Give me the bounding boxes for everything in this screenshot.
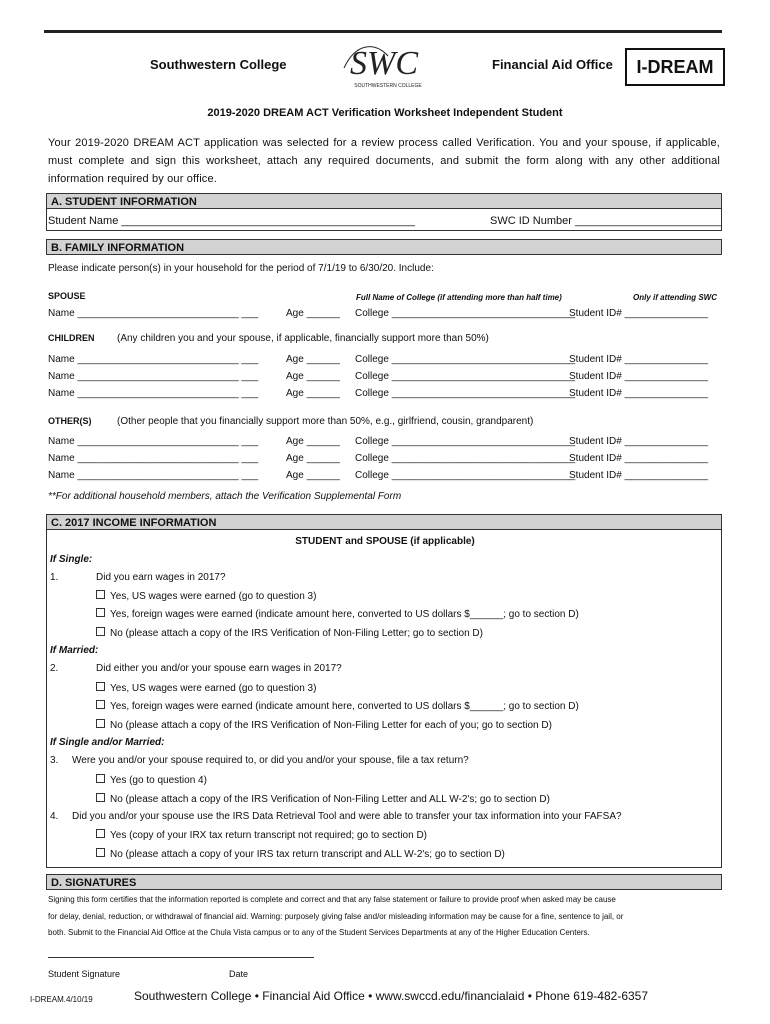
form-code: I-DREAM bbox=[636, 56, 714, 77]
q4-option-label: Yes (copy of your IRX tax return transcript not required; go to section D) bbox=[110, 830, 428, 841]
children-note: (Any children you and your spouse, if applicable, financially support more than 50%) bbox=[117, 333, 489, 344]
q3-option[interactable] bbox=[96, 793, 550, 805]
q1-text: Did you earn wages in 2017? bbox=[96, 572, 226, 583]
logo-letters: SWC bbox=[350, 45, 418, 82]
other-student-id-field[interactable]: Student ID# _______________ bbox=[569, 453, 709, 464]
q2-option-label: Yes, foreign wages were earned (indicate amount here, converted to US dollars $______; go to section D) bbox=[110, 701, 579, 712]
checkbox[interactable] bbox=[96, 774, 105, 783]
child-college-field[interactable]: College _________________________________ bbox=[355, 354, 576, 365]
other-name-field[interactable]: Name _____________________________ ___ bbox=[48, 436, 259, 447]
other-college-field[interactable]: College _________________________________ bbox=[355, 436, 576, 447]
spouse-age-field[interactable]: Age ______ bbox=[286, 308, 340, 319]
form-code-box bbox=[625, 48, 725, 86]
if-married-label: If Married: bbox=[50, 645, 99, 656]
q2-option-label: No (please attach a copy of the IRS Verification of Non-Filing Letter for each of you; go to section D) bbox=[110, 720, 552, 731]
certification-text-line: for delay, denial, reduction, or withdrawal of financial aid. Warning: purposely giving false and/or misleading information may be cause for a fine, sentence to jail, or bbox=[48, 912, 624, 921]
other-age-field[interactable]: Age ______ bbox=[286, 436, 340, 447]
intro-paragraph: Your 2019-2020 DREAM ACT application was selected for a review process called Verification. You and your spouse, if applicable, must complete and sign this worksheet, attach any required documents, and submit the form along with any other additional information required by our office. bbox=[48, 137, 720, 185]
checkbox[interactable] bbox=[96, 700, 105, 709]
income-subheading: STUDENT and SPOUSE (if applicable) bbox=[295, 536, 475, 547]
q4-number: 4. bbox=[50, 811, 59, 822]
family-instruction: Please indicate person(s) in your household for the period of 7/1/19 to 6/30/20. Include: bbox=[48, 263, 434, 274]
checkbox[interactable] bbox=[96, 627, 105, 636]
q2-text: Did either you and/or your spouse earn wages in 2017? bbox=[96, 663, 342, 674]
date-label: Date bbox=[229, 969, 249, 979]
q3-text: Were you and/or your spouse required to, or did you and/or your spouse, file a tax return? bbox=[72, 755, 469, 766]
section-a-header: A. STUDENT INFORMATION bbox=[46, 193, 722, 209]
checkbox[interactable] bbox=[96, 719, 105, 728]
checkbox[interactable] bbox=[96, 829, 105, 838]
college-name: Southwestern College bbox=[150, 57, 287, 72]
child-student-id-field[interactable]: Student ID# _______________ bbox=[569, 354, 709, 365]
certification-text-line: Signing this form certifies that the information reported is complete and correct and that any false statement or failure to provide proof when asked may be cause bbox=[48, 895, 616, 904]
top-rule bbox=[44, 30, 722, 33]
q1-option[interactable] bbox=[96, 608, 579, 620]
child-age-field[interactable]: Age ______ bbox=[286, 354, 340, 365]
q4-option[interactable] bbox=[96, 829, 427, 841]
q2-option-label: Yes, US wages were earned (go to question 3) bbox=[110, 683, 317, 694]
footer-contact: Southwestern College • Financial Aid Office • www.swccd.edu/financialaid • Phone 619-482-6357 bbox=[134, 989, 649, 1003]
children-label: CHILDREN bbox=[48, 333, 95, 343]
child-age-field[interactable]: Age ______ bbox=[286, 388, 340, 399]
student-signature-label: Student Signature bbox=[48, 969, 121, 979]
spouse-college-field[interactable]: College _________________________________ bbox=[355, 308, 576, 319]
signature-line[interactable] bbox=[48, 957, 314, 958]
child-name-field[interactable]: Name _____________________________ ___ bbox=[48, 371, 259, 382]
q2-number: 2. bbox=[50, 663, 59, 674]
section-b-header: B. FAMILY INFORMATION bbox=[46, 239, 722, 255]
others-note: (Other people that you financially support more than 50%, e.g., girlfriend, cousin, grandparent) bbox=[117, 416, 534, 427]
other-name-field[interactable]: Name _____________________________ ___ bbox=[48, 453, 259, 464]
q4-option-label: No (please attach a copy of your IRS tax return transcript and ALL W-2's; go to section D) bbox=[110, 849, 505, 860]
child-college-field[interactable]: College _________________________________ bbox=[355, 388, 576, 399]
other-name-field[interactable]: Name _____________________________ ___ bbox=[48, 470, 259, 481]
office-name: Financial Aid Office bbox=[492, 57, 613, 72]
id-column-note: Only if attending SWC bbox=[633, 293, 717, 302]
q3-number: 3. bbox=[50, 755, 59, 766]
child-age-field[interactable]: Age ______ bbox=[286, 371, 340, 382]
other-college-field[interactable]: College _________________________________ bbox=[355, 470, 576, 481]
child-student-id-field[interactable]: Student ID# _______________ bbox=[569, 388, 709, 399]
others-label: OTHER(S) bbox=[48, 416, 92, 426]
document-title: 2019-2020 DREAM ACT Verification Worksheet Independent Student bbox=[207, 107, 563, 119]
q1-option[interactable] bbox=[96, 627, 483, 639]
q3-option[interactable] bbox=[96, 774, 207, 786]
supplemental-note: **For additional household members, attach the Verification Supplemental Form bbox=[48, 491, 402, 502]
swc-logo bbox=[336, 38, 432, 90]
form-version: I-DREAM.4/10/19 bbox=[30, 995, 93, 1004]
q3-option-label: No (please attach a copy of the IRS Verification of Non-Filing Letter and ALL W-2's; go to section D) bbox=[110, 794, 550, 805]
q2-option[interactable] bbox=[96, 682, 316, 694]
spouse-name-field[interactable]: Name _____________________________ ___ bbox=[48, 308, 259, 319]
other-student-id-field[interactable]: Student ID# _______________ bbox=[569, 470, 709, 481]
if-single-label: If Single: bbox=[50, 554, 93, 565]
logo-subtext: SOUTHWESTERN COLLEGE bbox=[354, 83, 422, 89]
q1-option-label: Yes, US wages were earned (go to question 3) bbox=[110, 591, 317, 602]
spouse-label: SPOUSE bbox=[48, 291, 86, 301]
q1-option-label: No (please attach a copy of the IRS Verification of Non-Filing Letter; go to section D) bbox=[110, 628, 483, 639]
q2-option[interactable] bbox=[96, 719, 552, 731]
other-student-id-field[interactable]: Student ID# _______________ bbox=[569, 436, 709, 447]
student-name-field[interactable]: Student Name ________________________________________________ bbox=[48, 215, 416, 227]
other-college-field[interactable]: College _________________________________ bbox=[355, 453, 576, 464]
child-college-field[interactable]: College _________________________________ bbox=[355, 371, 576, 382]
if-single-married-label: If Single and/or Married: bbox=[50, 737, 165, 748]
checkbox[interactable] bbox=[96, 590, 105, 599]
checkbox[interactable] bbox=[96, 608, 105, 617]
q4-text: Did you and/or your spouse use the IRS Data Retrieval Tool and were able to transfer your tax information into your FAFSA? bbox=[72, 811, 622, 822]
swc-id-field[interactable]: SWC ID Number ________________________ bbox=[490, 215, 722, 227]
section-d-header: D. SIGNATURES bbox=[46, 874, 722, 890]
checkbox[interactable] bbox=[96, 848, 105, 857]
q2-option[interactable] bbox=[96, 700, 579, 712]
child-student-id-field[interactable]: Student ID# _______________ bbox=[569, 371, 709, 382]
college-column-note: Full Name of College (if attending more than half time) bbox=[356, 293, 562, 302]
q1-option[interactable] bbox=[96, 590, 316, 602]
section-c-header: C. 2017 INCOME INFORMATION bbox=[46, 514, 722, 530]
checkbox[interactable] bbox=[96, 682, 105, 691]
certification-text-line: both. Submit to the Financial Aid Office at the Chula Vista campus or to any of the Student Services Departments at any of the Higher Education Centers. bbox=[48, 928, 590, 937]
checkbox[interactable] bbox=[96, 793, 105, 802]
other-age-field[interactable]: Age ______ bbox=[286, 453, 340, 464]
child-name-field[interactable]: Name _____________________________ ___ bbox=[48, 388, 259, 399]
other-age-field[interactable]: Age ______ bbox=[286, 470, 340, 481]
q4-option[interactable] bbox=[96, 848, 505, 860]
spouse-student-id-field[interactable]: Student ID# _______________ bbox=[569, 308, 709, 319]
q1-number: 1. bbox=[50, 572, 59, 583]
q3-option-label: Yes (go to question 4) bbox=[110, 775, 207, 786]
q1-option-label: Yes, foreign wages were earned (indicate amount here, converted to US dollars $______; go to section D) bbox=[110, 609, 579, 620]
child-name-field[interactable]: Name _____________________________ ___ bbox=[48, 354, 259, 365]
